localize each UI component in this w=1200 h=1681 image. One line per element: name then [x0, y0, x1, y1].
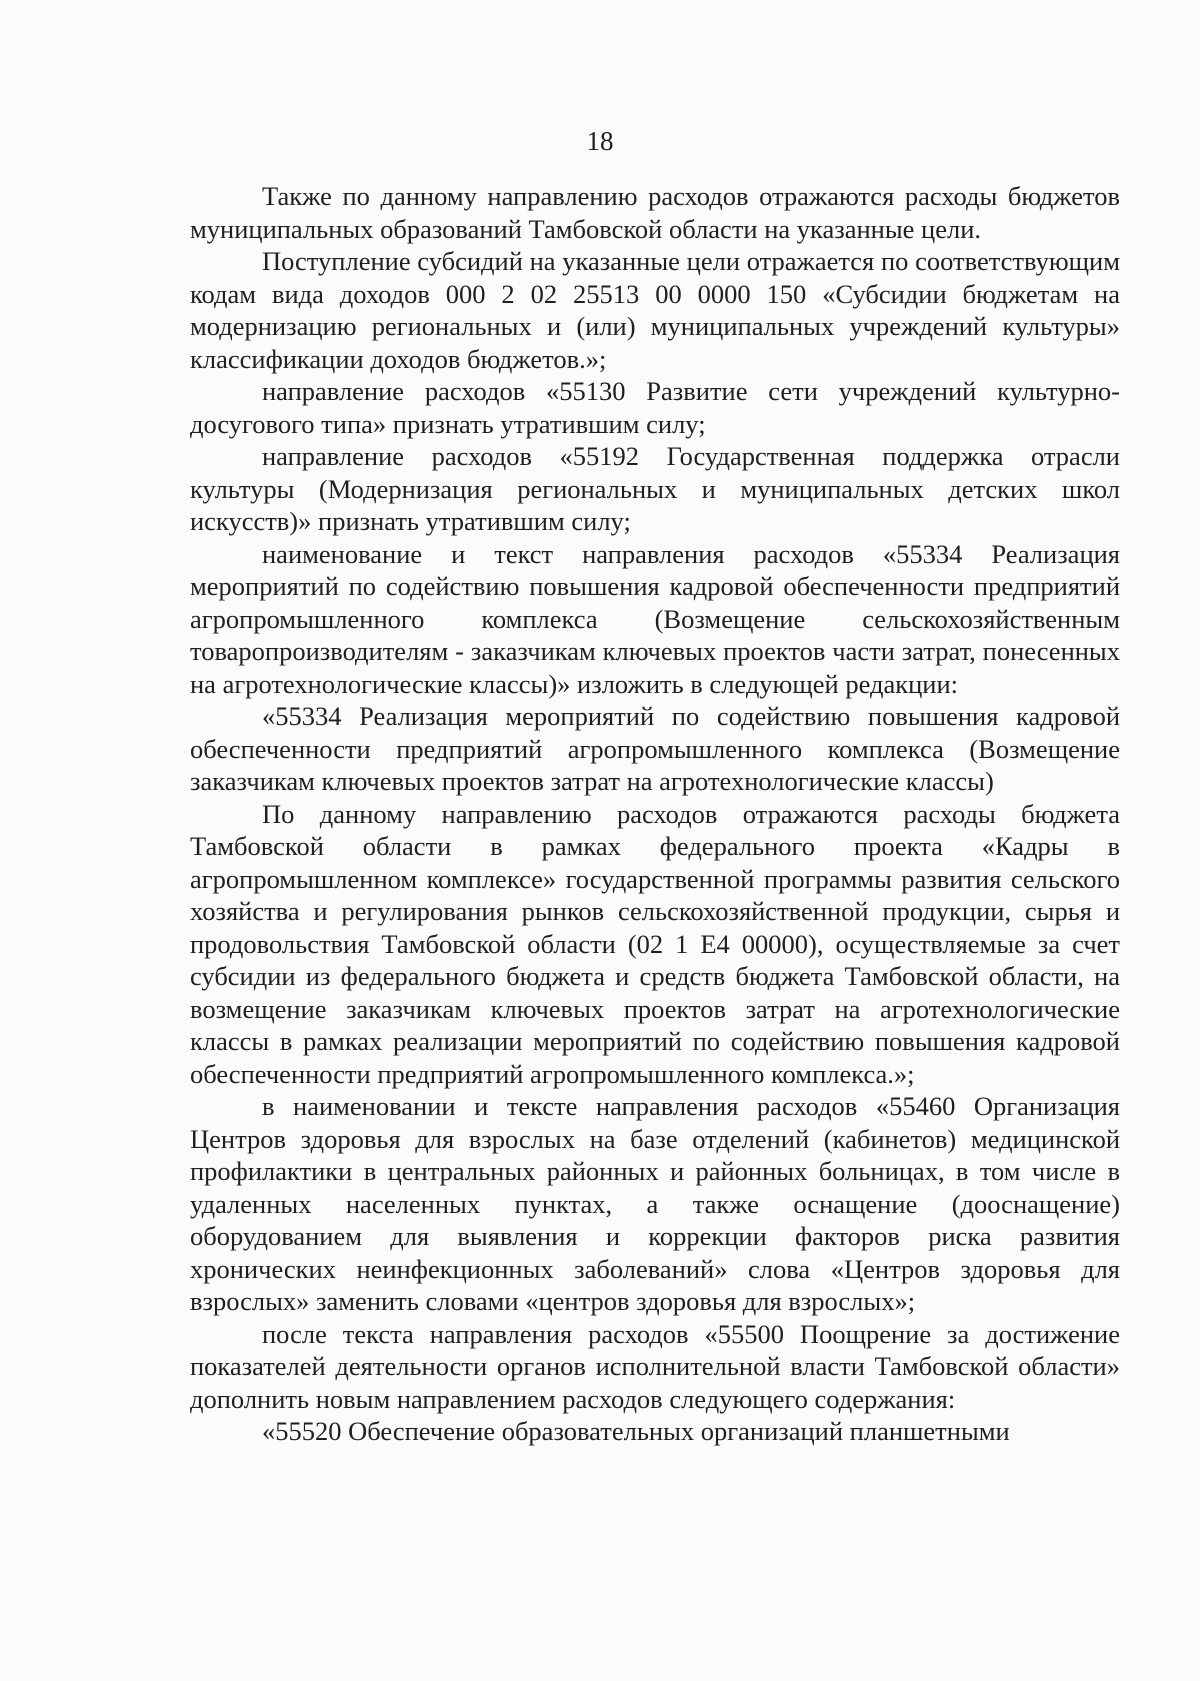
paragraph-4: направление расходов «55192 Государственная поддержка отрасли культуры (Модернизация региональных и муниципальных детских школ искусств)» признать утратившим силу;	[190, 441, 1120, 536]
paragraph-8: в наименовании и тексте направления расходов «55460 Организация Центров здоровья для взрослых на базе отделений (кабинетов) медицинской профилактики в центральных районных и районных больницах, в том числе в удаленных населенных пунктах, а также оснащение (дооснащение) оборудованием для выявления и коррекции факторов риска развития хронических неинфекционных заболеваний» слова «Центров здоровья для взрослых» заменить словами «центров здоровья для взрослых»;	[190, 1091, 1120, 1316]
document-body	[190, 180, 1120, 1448]
paragraph-1-text: бюджетов муниципальных образований Тамбовской области на указанные цели.	[190, 181, 1120, 244]
paragraph-3: направление расходов «55130 Развитие сети учреждений культурно-досугового типа» признать утратившим силу;	[190, 376, 1120, 439]
paragraph-5: наименование и текст направления расходов «55334 Реализация мероприятий по содействию повышения кадровой обеспеченности предприятий агропромышленного комплекса (Возмещение сельскохозяйственным товаропроизводителям - заказчикам ключевых проектов части затрат, понесенных на агротехнологические классы)» изложить в следующей редакции:	[190, 538, 1120, 699]
paragraph-1	[190, 180, 1120, 245]
paragraph-6: «55334 Реализация мероприятий по содействию повышения кадровой обеспеченности предприятий агропромышленного комплекса (Возмещение заказчикам ключевых проектов затрат на агротехнологические классы)	[190, 701, 1120, 796]
paragraph-1-lead: Также по данному направлению расходов отражаются расходы	[262, 181, 998, 211]
page-number: 18	[586, 126, 614, 156]
paragraph-7: По данному направлению расходов отражаются расходы бюджета Тамбовской области в рамках федерального проекта «Кадры в агропромышленном комплексе» государственной программы развития сельского хозяйства и регулирования рынков сельскохозяйственной продукции, сырья и продовольствия Тамбовской области (02 1 Е4 00000), осуществляемые за счет субсидии из федерального бюджета и средств бюджета Тамбовской области, на возмещение заказчикам ключевых проектов затрат на агротехнологические классы в рамках реализации мероприятий по содействию повышения кадровой обеспеченности предприятий агропромышленного комплекса.»;	[190, 798, 1120, 1089]
paragraph-10: «55520 Обеспечение образовательных организаций планшетными	[262, 1416, 1010, 1446]
paragraph-9: после текста направления расходов «55500 Поощрение за достижение показателей деятельности органов исполнительной власти Тамбовской области» дополнить новым направлением расходов следующего содержания:	[190, 1318, 1120, 1414]
paragraph-2: Поступление субсидий на указанные цели отражается по соответствующим кодам вида доходов 000 2 02 25513 00 0000 150 «Субсидии бюджетам на модернизацию региональных и (или) муниципальных учреждений культуры» классификации доходов бюджетов.»;	[190, 246, 1120, 374]
